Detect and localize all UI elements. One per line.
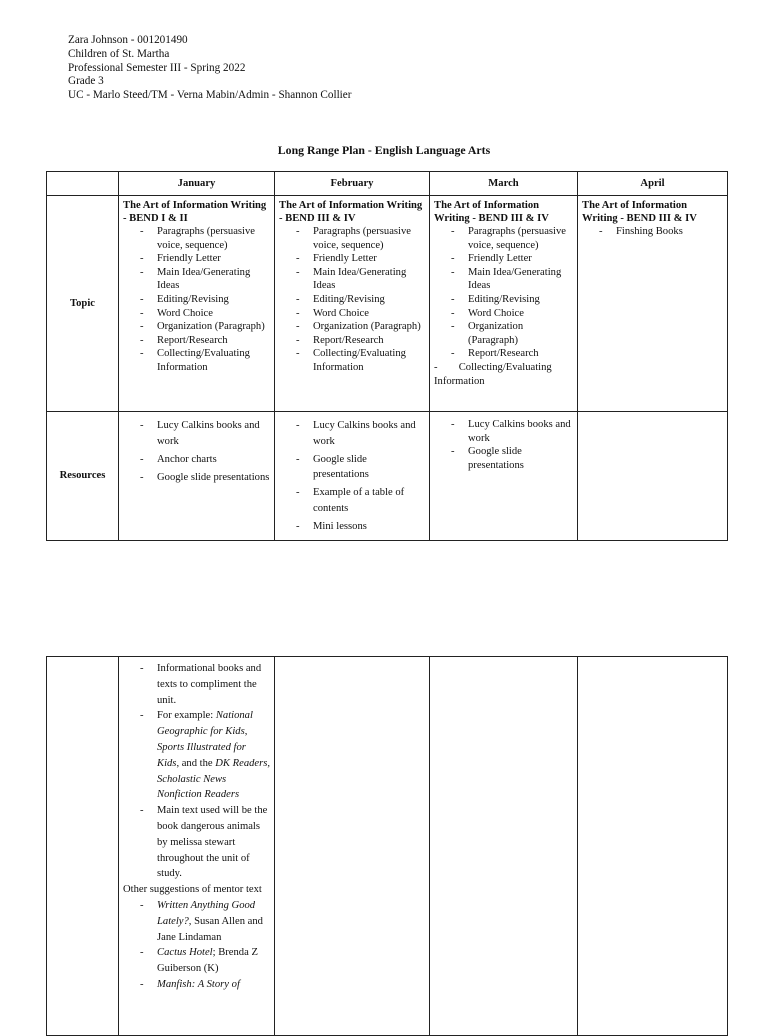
resource-list [279, 418, 425, 534]
topic-march [430, 196, 578, 412]
corner-cell [47, 172, 119, 196]
list-item: - Organization (Paragraph) [468, 320, 573, 347]
month-february: February [275, 172, 430, 196]
list-item: - Paragraphs (persuasive voice, sequence) [313, 225, 425, 252]
list-item: - Informational books and texts to compliment the unit. [157, 661, 270, 708]
continued-row [47, 657, 728, 1036]
list-item [157, 708, 270, 803]
continued-table [46, 656, 728, 1036]
list-item: - Lucy Calkins books and work [157, 418, 270, 449]
long-range-plan-table [46, 171, 728, 541]
list-item: - Example of a table of contents [313, 485, 425, 516]
topic-row [47, 196, 728, 412]
book-title: Written Anything Good Lately?, [157, 899, 256, 927]
list-item: - Word Choice [157, 307, 270, 321]
page-title: Long Range Plan - English Language Arts [277, 143, 491, 157]
list-item: - Main Idea/Generating Ideas [313, 266, 425, 293]
topic-list [434, 225, 573, 361]
continued-february [275, 657, 430, 1036]
topic-list [582, 225, 723, 239]
list-item: - Friendly Letter [157, 252, 270, 266]
list-item: - Google slide presentations [157, 470, 270, 486]
unit-name: The Art of Information Writing - BEND I & II [123, 200, 267, 224]
month-january: January [119, 172, 275, 196]
month-header-row [47, 172, 728, 196]
resource-list [123, 418, 270, 485]
resources-march [430, 412, 578, 541]
list-item: - Mini lessons [313, 519, 425, 535]
list-item: - Google slide presentations [468, 445, 573, 472]
list-item: - Friendly Letter [313, 252, 425, 266]
title: DK Readers, Scholastic News Nonfiction Readers [157, 757, 271, 801]
unit-name: The Art of Information Writing - BEND III & IV [582, 200, 697, 224]
book-title: Manfish: A Story of [157, 978, 240, 990]
list-item: - Lucy Calkins books and work [313, 418, 425, 449]
book-title: Cactus Hotel [157, 947, 213, 959]
month-april: April [578, 172, 728, 196]
student-name-line: Zara Johnson - 001201490 [68, 34, 188, 46]
list-item: - Editing/Revising [157, 293, 270, 307]
list-item: - Report/Research [313, 334, 425, 348]
list-item: - Main text used will be the book dangerous animals by melissa stewart throughout the unit of study. [157, 803, 270, 882]
list-item: - Finshing Books [616, 225, 723, 239]
title: Sports Illustrated for Kids [157, 741, 246, 769]
text: , and the [176, 757, 216, 769]
document-header [68, 34, 351, 103]
list-item: - Report/Research [468, 347, 573, 361]
continued-april [578, 657, 728, 1036]
text: , [244, 726, 248, 738]
school-line: Children of St. Martha [68, 47, 170, 60]
mentor-text-list [123, 898, 270, 993]
unit-name: The Art of Information Writing - BEND III & IV [434, 200, 549, 224]
mentor-text-heading: Other suggestions of mentor text [123, 884, 262, 896]
book-author: Susan Allen and Jane Lindaman [157, 915, 263, 943]
list-item [157, 945, 270, 977]
resources-april [578, 412, 728, 541]
topic-february [275, 196, 430, 412]
resources-row-label: Resources [47, 412, 119, 541]
supervisors-line: UC - Marlo Steed/TM - Verna Mabin/Admin - Shannon Collier [68, 89, 352, 102]
list-item: - Main Idea/Generating Ideas [157, 266, 270, 293]
list-item: - Main Idea/Generating Ideas [468, 266, 573, 293]
list-item [157, 898, 270, 945]
list-item: - Paragraphs (persuasive voice, sequence) [157, 225, 270, 252]
topic-january [119, 196, 275, 412]
semester-line: Professional Semester III - Spring 2022 [68, 61, 246, 74]
topic-april [578, 196, 728, 412]
list-item: - Report/Research [157, 334, 270, 348]
book-author: ; Brenda Z Guiberson (K) [157, 947, 258, 975]
topic-list [123, 225, 270, 375]
topic-list [279, 225, 425, 375]
list-item [157, 977, 270, 993]
empty-label-cell [47, 657, 119, 1036]
resources-february [275, 412, 430, 541]
resources-row [47, 412, 728, 541]
resource-list [434, 418, 573, 472]
list-item: - Collecting/Evaluating Information [313, 347, 425, 374]
list-item: - Collecting/Evaluating Information [157, 347, 270, 374]
list-item: - Editing/Revising [468, 293, 573, 307]
unit-name: The Art of Information Writing - BEND III & IV [279, 200, 423, 224]
list-item: - Word Choice [468, 307, 573, 321]
trailing-item: - Collecting/Evaluating Information [434, 361, 555, 387]
resource-list [123, 661, 270, 882]
resources-january [119, 412, 275, 541]
list-item: - Word Choice [313, 307, 425, 321]
continued-january [119, 657, 275, 1036]
list-item: - Organization (Paragraph) [313, 320, 425, 334]
month-march: March [430, 172, 578, 196]
list-item: - Google slide presentations [313, 452, 425, 483]
list-item: - Paragraphs (persuasive voice, sequence) [468, 225, 573, 252]
title: National Geographic for Kids [157, 710, 253, 738]
grade-line: Grade 3 [68, 75, 104, 88]
list-item: - Friendly Letter [468, 252, 573, 266]
topic-row-label: Topic [47, 196, 119, 412]
list-item: - Organization (Paragraph) [157, 320, 270, 334]
text: For example: [157, 710, 216, 722]
list-item: - Anchor charts [157, 452, 270, 468]
list-item: - Editing/Revising [313, 293, 425, 307]
continued-march [430, 657, 578, 1036]
list-item: - Lucy Calkins books and work [468, 418, 573, 445]
